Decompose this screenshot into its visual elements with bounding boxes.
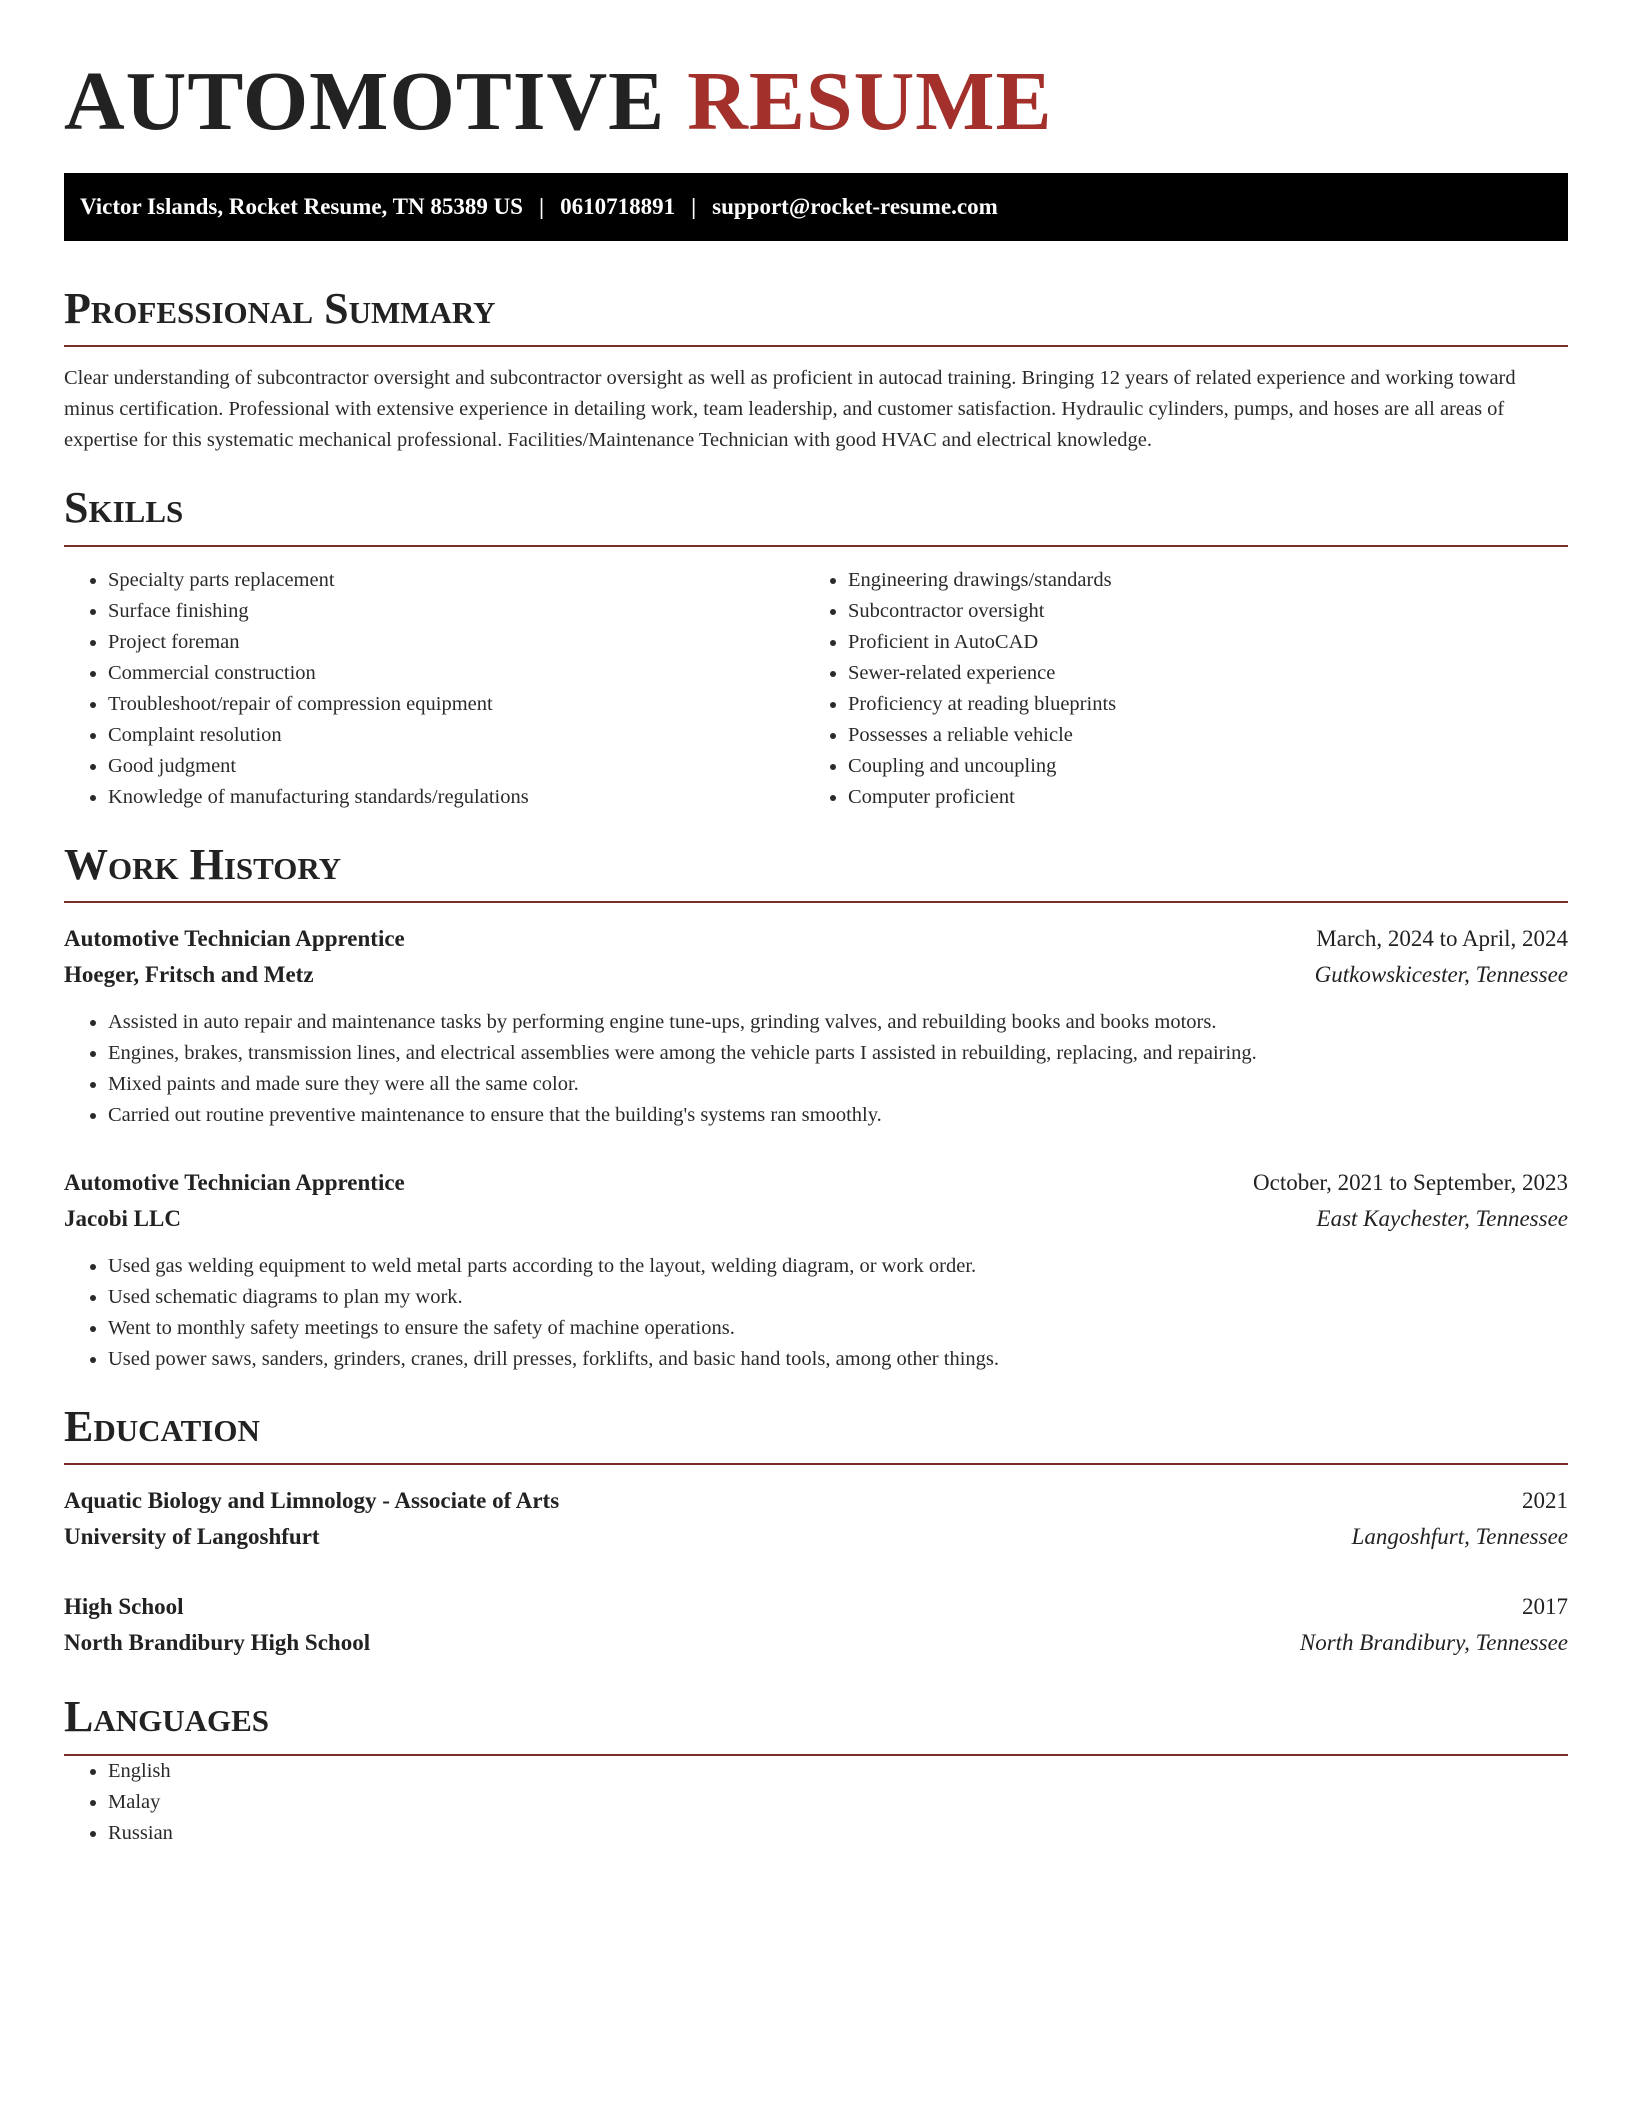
summary-text: Clear understanding of subcontractor oversight and subcontractor oversight as well as proficient in autocad training. Bringing 12 years of related experience and working toward minus certification. Professional with extensive experience in detailing work, team leadership, and customer satisfaction. Hydraulic cylinders, pumps, and hoses are all areas of expertise for this systematic mechanical professional. Facilities/Maintenance Technician with good HVAC and electrical knowledge.: [64, 367, 1516, 452]
contact-phone: 0610718891: [560, 193, 676, 219]
skills-heading: Skills: [64, 484, 1568, 546]
skill-item: • Troubleshoot/repair of compression equipment: [108, 689, 804, 720]
education-school: University of Langoshfurt: [64, 1524, 320, 1550]
job-duty: • Used schematic diagrams to plan my work.: [108, 1282, 1568, 1313]
job-entry: [64, 921, 1568, 1131]
education-degree-row: [64, 1589, 1568, 1625]
job-title: Automotive Technician Apprentice: [64, 925, 405, 951]
job-duty: • Mixed paints and made sure they were all the same color.: [108, 1069, 1568, 1100]
resume-title: [64, 0, 1568, 153]
work-heading: Work History: [64, 841, 1568, 903]
job-company-row: [64, 957, 1568, 993]
job-duty: • Carried out routine preventive maintenance to ensure that the building's systems ran smoothly.: [108, 1100, 1568, 1131]
job-duty: • Went to monthly safety meetings to ensure the safety of machine operations.: [108, 1313, 1568, 1344]
skills-grid: [64, 565, 1568, 813]
skills-column-right: [804, 565, 1544, 813]
contact-separator: |: [691, 193, 697, 219]
skills-list-left: [64, 565, 804, 813]
job-duties: [64, 1007, 1568, 1131]
languages-heading: Languages: [64, 1693, 1568, 1755]
skill-item: • Engineering drawings/standards: [848, 565, 1544, 596]
job-dates: October, 2021 to September, 2023: [1253, 1169, 1568, 1195]
language-item: • Russian: [108, 1818, 1568, 1849]
education-school: North Brandibury High School: [64, 1630, 371, 1656]
job-duties: [64, 1251, 1568, 1375]
education-location: North Brandibury, Tennessee: [1299, 1630, 1568, 1656]
skill-item: • Project foreman: [108, 627, 804, 658]
education-school-row: [64, 1625, 1568, 1661]
skill-item: • Sewer-related experience: [848, 658, 1544, 689]
job-header-row: [64, 1165, 1568, 1201]
education-degree-row: [64, 1483, 1568, 1519]
education-section: [64, 1403, 1568, 1661]
skills-section: [64, 484, 1568, 812]
job-header-row: [64, 921, 1568, 957]
skill-item: • Computer proficient: [848, 782, 1544, 813]
languages-section: [64, 1693, 1568, 1848]
contact-bar: [64, 173, 1568, 241]
education-degree: Aquatic Biology and Limnology - Associate of Arts: [64, 1488, 560, 1514]
job-duty: • Assisted in auto repair and maintenance tasks by performing engine tune-ups, grinding valves, and rebuilding books and books motors.: [108, 1007, 1568, 1038]
skill-item: • Proficiency at reading blueprints: [848, 689, 1544, 720]
skill-item: • Subcontractor oversight: [848, 596, 1544, 627]
skill-item: • Surface finishing: [108, 596, 804, 627]
education-entry: [64, 1483, 1568, 1555]
skills-column-left: [64, 565, 804, 813]
job-company: Hoeger, Fritsch and Metz: [64, 961, 314, 987]
summary-heading: Professional Summary: [64, 285, 1568, 347]
education-entry: [64, 1589, 1568, 1661]
skill-item: • Good judgment: [108, 751, 804, 782]
skills-list-right: [804, 565, 1544, 813]
education-degree: High School: [64, 1594, 184, 1620]
contact-address: Victor Islands, Rocket Resume, TN 85389 US: [80, 193, 523, 219]
contact-email: support@rocket-resume.com: [712, 193, 998, 219]
job-company: Jacobi LLC: [64, 1205, 181, 1231]
title-accent: RESUME: [687, 55, 1053, 148]
work-section: [64, 841, 1568, 1375]
title-main: AUTOMOTIVE: [64, 55, 666, 148]
languages-list: [64, 1756, 1568, 1849]
job-duty: • Engines, brakes, transmission lines, and electrical assemblies were among the vehicle parts I assisted in rebuilding, replacing, and repairing.: [108, 1038, 1568, 1069]
skill-item: • Coupling and uncoupling: [848, 751, 1544, 782]
job-company-row: [64, 1201, 1568, 1237]
job-title: Automotive Technician Apprentice: [64, 1169, 405, 1195]
skill-item: • Commercial construction: [108, 658, 804, 689]
job-duty: • Used power saws, sanders, grinders, cranes, drill presses, forklifts, and basic hand tools, among other things.: [108, 1344, 1568, 1375]
skill-item: • Specialty parts replacement: [108, 565, 804, 596]
job-location: East Kaychester, Tennessee: [1316, 1205, 1568, 1231]
education-year: 2017: [1522, 1594, 1568, 1620]
language-item: • English: [108, 1756, 1568, 1787]
education-year: 2021: [1522, 1488, 1568, 1514]
summary-section: [64, 285, 1568, 456]
contact-separator: |: [538, 193, 545, 219]
job-duty: • Used gas welding equipment to weld metal parts according to the layout, welding diagram, or work order.: [108, 1251, 1568, 1282]
skill-item: • Proficient in AutoCAD: [848, 627, 1544, 658]
skill-item: • Possesses a reliable vehicle: [848, 720, 1544, 751]
job-entry: [64, 1165, 1568, 1375]
education-school-row: [64, 1519, 1568, 1555]
skill-item: • Knowledge of manufacturing standards/regulations: [108, 782, 804, 813]
job-location: Gutkowskicester, Tennessee: [1314, 961, 1568, 987]
education-location: Langoshfurt, Tennessee: [1351, 1524, 1568, 1550]
language-item: • Malay: [108, 1787, 1568, 1818]
job-dates: March, 2024 to April, 2024: [1316, 925, 1568, 951]
skill-item: • Complaint resolution: [108, 720, 804, 751]
education-heading: Education: [64, 1403, 1568, 1465]
